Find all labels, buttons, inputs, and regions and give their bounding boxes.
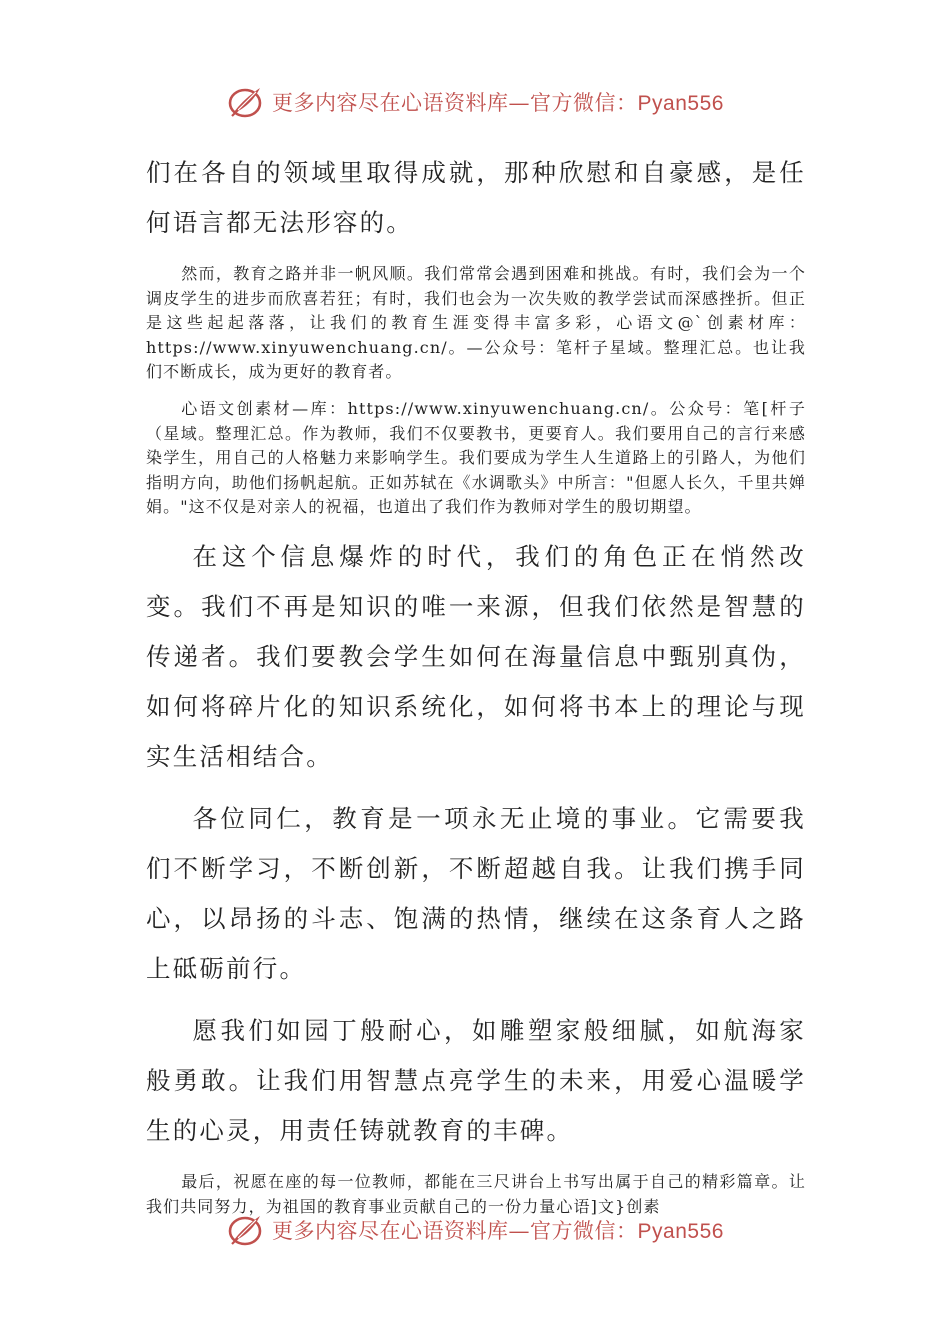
paragraph-4: 在这个信息爆炸的时代，我们的角色正在悄然改变。我们不再是知识的唯一来源，但我们依然是智慧的传递者。我们要教会学生如何在海量信息中甄别真伪，如何将碎片化的知识系统化，如何将书本上的理论与现实生活相结合。 [146,541,806,771]
paragraph-6: 愿我们如园丁般耐心，如雕塑家般细腻，如航海家般勇敢。让我们用智慧点亮学生的未来，用爱心温暖学生的心灵，用责任铸就教育的丰碑。 [146,1015,806,1145]
banner-slogan: 更多内容尽在心语资料库—官方微信： [272,1219,638,1243]
paragraph-5: 各位同仁，教育是一项永无止境的事业。它需要我们不断学习，不断创新，不断超越自我。让我们携手同心，以昂扬的斗志、饱满的热情，继续在这条育人之路上砥砺前行。 [146,803,806,983]
pen-feather-logo-icon [226,82,266,122]
banner-text [272,87,724,117]
banner-text [272,1215,724,1245]
paragraph-1: 们在各自的领域里取得成就，那种欣慰和自豪感，是任何语言都无法形容的。 [146,158,806,237]
wechat-id: Pyan556 [637,1220,724,1243]
paragraph-2: 然而，教育之路并非一帆风顺。我们常常会遇到困难和挑战。有时，我们会为一个调皮学生的进步而欣喜若狂；有时，我们也会为一次失败的教学尝试而深感挫折。但正是这些起起落落，让我们的教育生涯变得丰富多彩，心语文@`创素材库：https://www.xinyuwenchuang.cn/。—公众号：笔杆子星域。整理汇总。也让我们不断成长，成为更好的教育者。 [146,264,806,382]
paragraph-7: 最后，祝愿在座的每一位教师，都能在三尺讲台上书写出属于自己的精彩篇章。让我们共同努力，为祖国的教育事业贡献自己的一份力量心语]文}创素 [146,1171,806,1216]
wechat-id: Pyan556 [637,92,724,115]
header-banner [0,80,950,124]
pen-feather-logo-icon [226,1210,266,1250]
banner-slogan: 更多内容尽在心语资料库—官方微信： [272,91,638,115]
footer-banner [0,1208,950,1252]
document-body [146,148,806,1219]
paragraph-3: 心语文创素材—库：https://www.xinyuwenchuang.cn/。公众号：笔[杆子（星域。整理汇总。作为教师，我们不仅要教书，更要育人。我们要用自己的言行来感染学生，用自己的人格魅力来影响学生。我们要成为学生人生道路上的引路人，为他们指明方向，助他们扬帆起航。正如苏轼在《水调歌头》中所言："但愿人长久，千里共婵娟。"这不仅是对亲人的祝福，也道出了我们作为教师对学生的殷切期望。 [146,398,806,517]
